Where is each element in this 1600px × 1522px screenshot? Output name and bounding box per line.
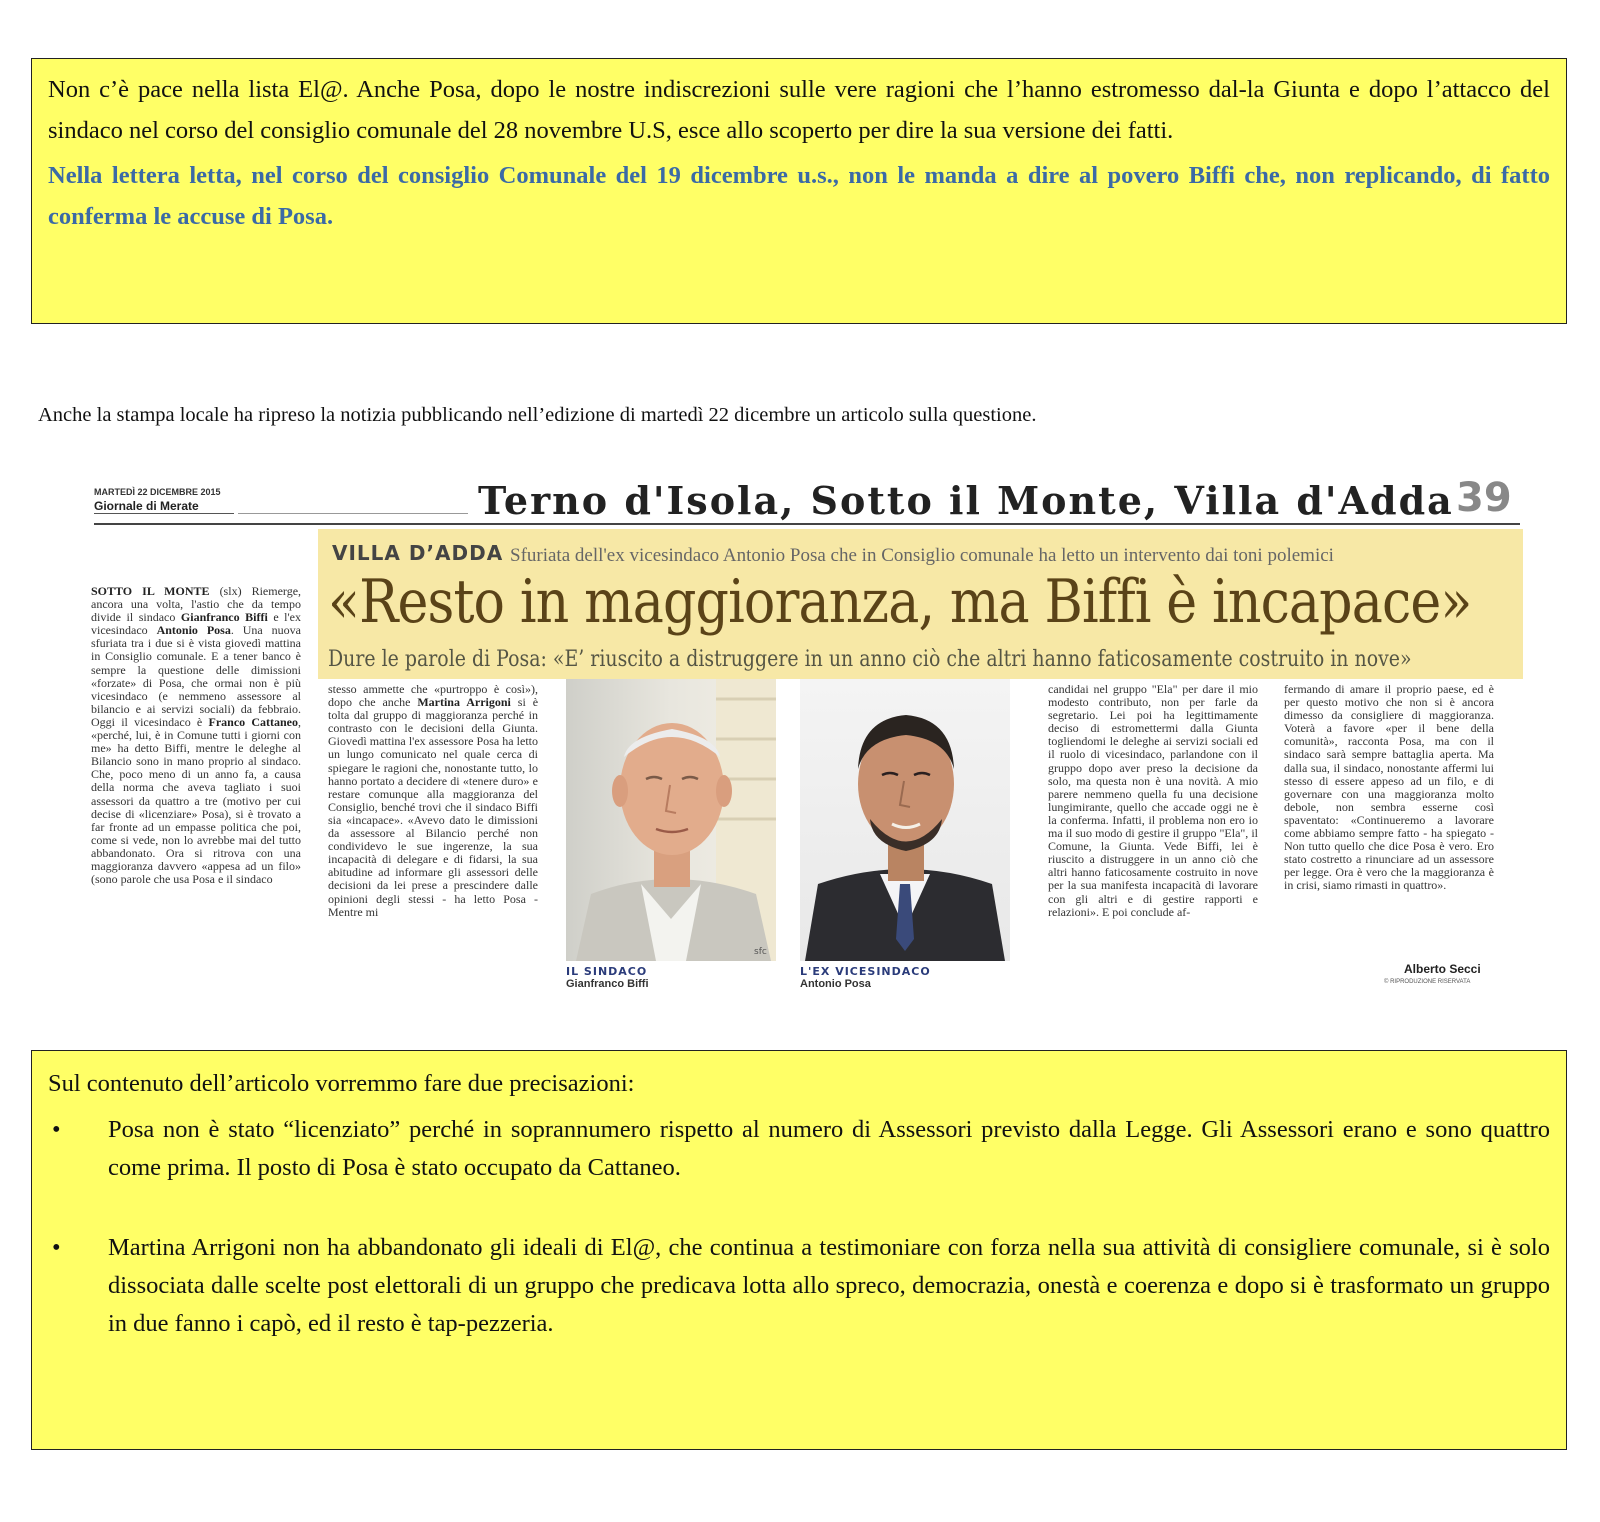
- article-column-2: [328, 683, 538, 1003]
- caption-deputy-name: Antonio Posa: [800, 978, 871, 990]
- svg-text:sfc: sfc: [754, 947, 767, 957]
- col1-name-cattaneo: Franco Cattaneo: [208, 714, 299, 729]
- clipping-paper-name: Giornale di Merate: [94, 499, 234, 514]
- article-headline: «Resto in maggioranza, ma Biffi è incapace»: [328, 567, 1472, 637]
- clarification-item: [48, 1111, 1550, 1187]
- article-subhead: Dure le parole di Posa: «E’ riuscito a distruggere in un anno ciò che altri hanno faticosamente costruito in nove»: [328, 647, 1412, 672]
- col1-text-a: Riemerge, ancora una volta, l'astio che da tempo divide il sindaco: [91, 585, 301, 625]
- col1-name-posa: Antonio Posa: [156, 623, 231, 638]
- clarifications-box: [31, 1050, 1567, 1450]
- col1-text-c: . Una nuova sfuriata tra i due si è vista giovedì mattina in Consiglio comunale. E a tener banco è sempre la questione delle dimissioni «forzate» di Posa, che ormai non è più vicesindaco (e nemmeno assessore al bilancio e ai servizi sociali) da febbraio. Oggi il vicesindaco è: [91, 623, 301, 729]
- copyright-note: © RIPRODUZIONE RISERVATA: [1384, 979, 1471, 985]
- caption-mayor-role: IL SINDACO: [566, 965, 648, 978]
- dateline: SOTTO IL MONTE: [91, 585, 210, 598]
- caption-deputy-role: L'EX VICESINDACO: [800, 965, 931, 978]
- dateline-tag: (slx): [219, 585, 242, 598]
- section-label: VILLA D’ADDA: [332, 541, 504, 565]
- article-byline: Alberto Secci: [1404, 962, 1481, 976]
- article-column-5: fermando di amare il proprio paese, ed è per questo motivo che non si è ancora dimesso da consigliere di maggioranza. Voterà a favore «per il bene della comunità», racconta Posa, ma con il sindaco sarà sempre battaglia aperta. Ma dalla sua, il sindaco, nonostante affermi lui stesso di essere appeso ad un filo, e di governare con una maggioranza molto debole, non sembra esserne così spaventato: «Continueremo a lavorare come abbiamo sempre fatto - ha spiegato - Non tutto quello che dice Posa è vero. Ero stato costretto a rinunciare ad un assessore per legge. Ora è vero che la maggioranza è in crisi, siamo rimasti in quattro».: [1284, 683, 1494, 893]
- intro-note-paragraph: Non c’è pace nella lista El@. Anche Posa, dopo le nostre indiscrezioni sulle vere ragioni che l’hanno estromesso dal-la Giunta e dopo l’attacco del sindaco nel corso del consiglio comunale del 28 novembre U.S, esce allo scoperto per dire la sua versione dei fatti.: [48, 76, 1550, 144]
- article-column-1: [91, 585, 301, 989]
- clarification-item: [48, 1229, 1550, 1343]
- clarifications-list: [48, 1111, 1550, 1343]
- intro-note-box: [31, 58, 1567, 324]
- clarification-text-1: Posa non è stato “licenziato” perché in soprannumero rispetto al numero di Assessori previsto dalla Legge. Gli Assessori erano e sono quattro come prima. Il posto di Posa è stato occupato da Cattaneo.: [108, 1116, 1550, 1181]
- intro-note-highlight: Nella lettera letta, nel corso del consiglio Comunale del 19 dicembre u.s., non le manda a dire al povero Biffi che, non replicando, di fatto conferma le accuse di Posa.: [48, 162, 1550, 230]
- col1-text-b: e l'ex vicesindaco: [91, 610, 301, 638]
- header-divider: [94, 523, 1520, 525]
- col2-text-b: si è tolta dal gruppo di maggioranza perché in contrasto con le decisioni della Giunta. Giovedì mattina l'ex assessore Posa ha letto un lungo comunicato nel quale cerca di spiegare le ragioni che, nonostante tutto, lo hanno portato a decidere di «tenere duro» e restare comunque alla maggioranza del Consiglio, benché trovi che il sindaco Biffi sia «incapace». «Avevo dato le dimissioni da assessore al Bilancio perché non condividevo le sue ingerenze, la sua incapacità di delegare e di fidarsi, la sua abitudine ad informare gli assessori delle decisioni da lei prese a prescindere dalle opinioni degli stessi - ha letto Posa - Mentre mi: [328, 695, 538, 919]
- header-rule: [238, 513, 468, 514]
- clipping-towns-header: Terno d'Isola, Sotto il Monte, Villa d'Adda: [478, 478, 1454, 523]
- newspaper-clipping: [88, 473, 1528, 1039]
- col2-text-a: stesso ammette che «purtroppo è così»), dopo che anche: [328, 683, 538, 710]
- article-column-4: candidai nel gruppo "Ela" per dare il mio modesto contributo, non per farle da segretario. Lei poi ha legittimamente deciso di estromettermi dalla Giunta togliendomi le deleghe ai servizi sociali ed il ruolo di vicesindaco, parlandone con il gruppo dopo aver preso la decisione da solo, ma questa non è una novità. A mio parere nemmeno quella fu una decisione lungimirante, quello che accade oggi ne è la conferma. Infatti, il problema non ero io ma il suo modo di gestire il gruppo "Ela", il Comune, la Giunta. Vede Biffi, lei è riuscito a distruggere in un anno ciò che altri hanno faticosamente costruito in nove per la sua manifesta incapacità di lavorare con gli altri e di gestire rapporti e relazioni». E poi conclude af-: [1048, 683, 1258, 919]
- mayor-portrait-image: [566, 679, 776, 961]
- kicker-text: Sfuriata dell'ex vicesindaco Antonio Posa che in Consiglio comunale ha letto un intervento dai toni polemici: [510, 545, 1334, 566]
- col1-name-biffi: Gianfranco Biffi: [180, 610, 268, 625]
- photo-mayor: [566, 679, 776, 961]
- clarifications-lead: Sul contenuto dell’articolo vorremmo fare due precisazioni:: [48, 1070, 635, 1097]
- bullet-icon: •: [52, 1234, 61, 1261]
- deputy-portrait-image: [800, 679, 1010, 961]
- headline-band: [318, 529, 1523, 679]
- col2-name-arrigoni: Martina Arrigoni: [417, 695, 511, 710]
- clipping-date: MARTEDÌ 22 DICEMBRE 2015: [94, 487, 221, 497]
- col1-text-d: , «perché, lui, è in Comune tutti i giorni con me» ha detto Biffi, mentre le deleghe al Bilancio sono in mano proprio al sindaco. Che, poco meno di un anno fa, a causa della norma che aveva tagliato i suoi assessori da quattro a tre (motivo per cui decise di «licenziare» Posa), si è trovato a far fronte ad un empasse politica che poi, come si vede, non lo avrebbe mai del tutto abbandonato. Ora si ritrova con una maggioranza davvero «appesa ad un filo» (sono parole che usa Posa e il sindaco: [91, 714, 301, 887]
- photo-ex-deputy-mayor: [800, 679, 1010, 961]
- press-intro-sentence: Anche la stampa locale ha ripreso la notizia pubblicando nell’edizione di martedì 22 dicembre un articolo sulla questione.: [38, 404, 1037, 426]
- caption-mayor-name: Gianfranco Biffi: [566, 978, 649, 990]
- clarification-text-2: Martina Arrigoni non ha abbandonato gli ideali di El@, che continua a testimoniare con forza nella sua attività di consigliere comunale, si è solo dissociata dalle scelte post elettorali di un gruppo che predicava lotta allo spreco, democrazia, onestà e coerenza e dopo si è trasformato un gruppo in due fanno i capò, ed il resto è tap-pezzeria.: [108, 1234, 1550, 1337]
- clipping-page-number: 39: [1456, 475, 1512, 521]
- bullet-icon: •: [52, 1116, 61, 1143]
